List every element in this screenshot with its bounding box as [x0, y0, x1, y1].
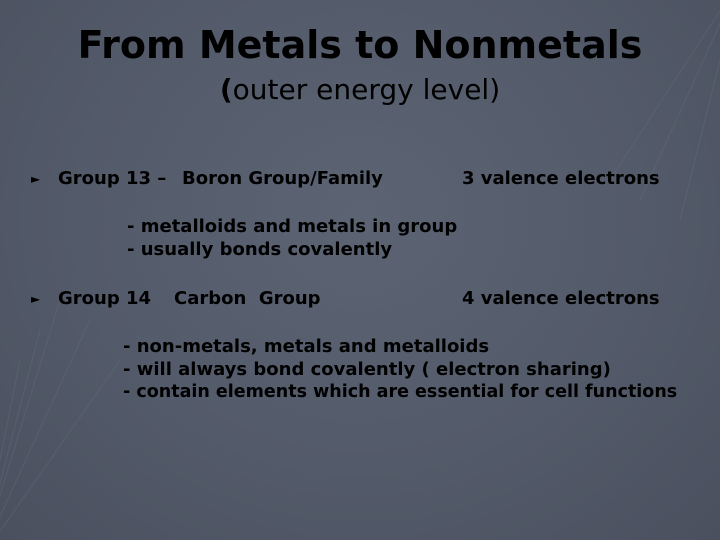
item-group-label: Group 14	[58, 288, 152, 309]
item-group-name: Carbon Group	[174, 288, 321, 309]
item-detail: - metalloids and metals in group	[127, 216, 458, 237]
right-triangle-bullet-icon: ►	[31, 292, 41, 306]
item-detail: - usually bonds covalently	[127, 239, 393, 260]
right-triangle-bullet-icon: ►	[31, 172, 41, 186]
item-detail: - contain elements which are essential for cell functions	[123, 382, 678, 402]
item-valence: 4 valence electrons	[462, 288, 660, 309]
item-group-name: Boron Group/Family	[182, 168, 383, 189]
item-detail: - non-metals, metals and metalloids	[123, 336, 490, 357]
slide-subtitle	[0, 72, 720, 108]
item-valence: 3 valence electrons	[462, 168, 660, 189]
slide-title: From Metals to Nonmetals	[77, 23, 643, 67]
subtitle-open-paren: (	[219, 73, 233, 106]
item-group-label: Group 13 –	[58, 168, 167, 189]
item-detail: - will always bond covalently ( electron sharing)	[123, 359, 611, 380]
subtitle-text: outer energy level)	[232, 73, 501, 106]
